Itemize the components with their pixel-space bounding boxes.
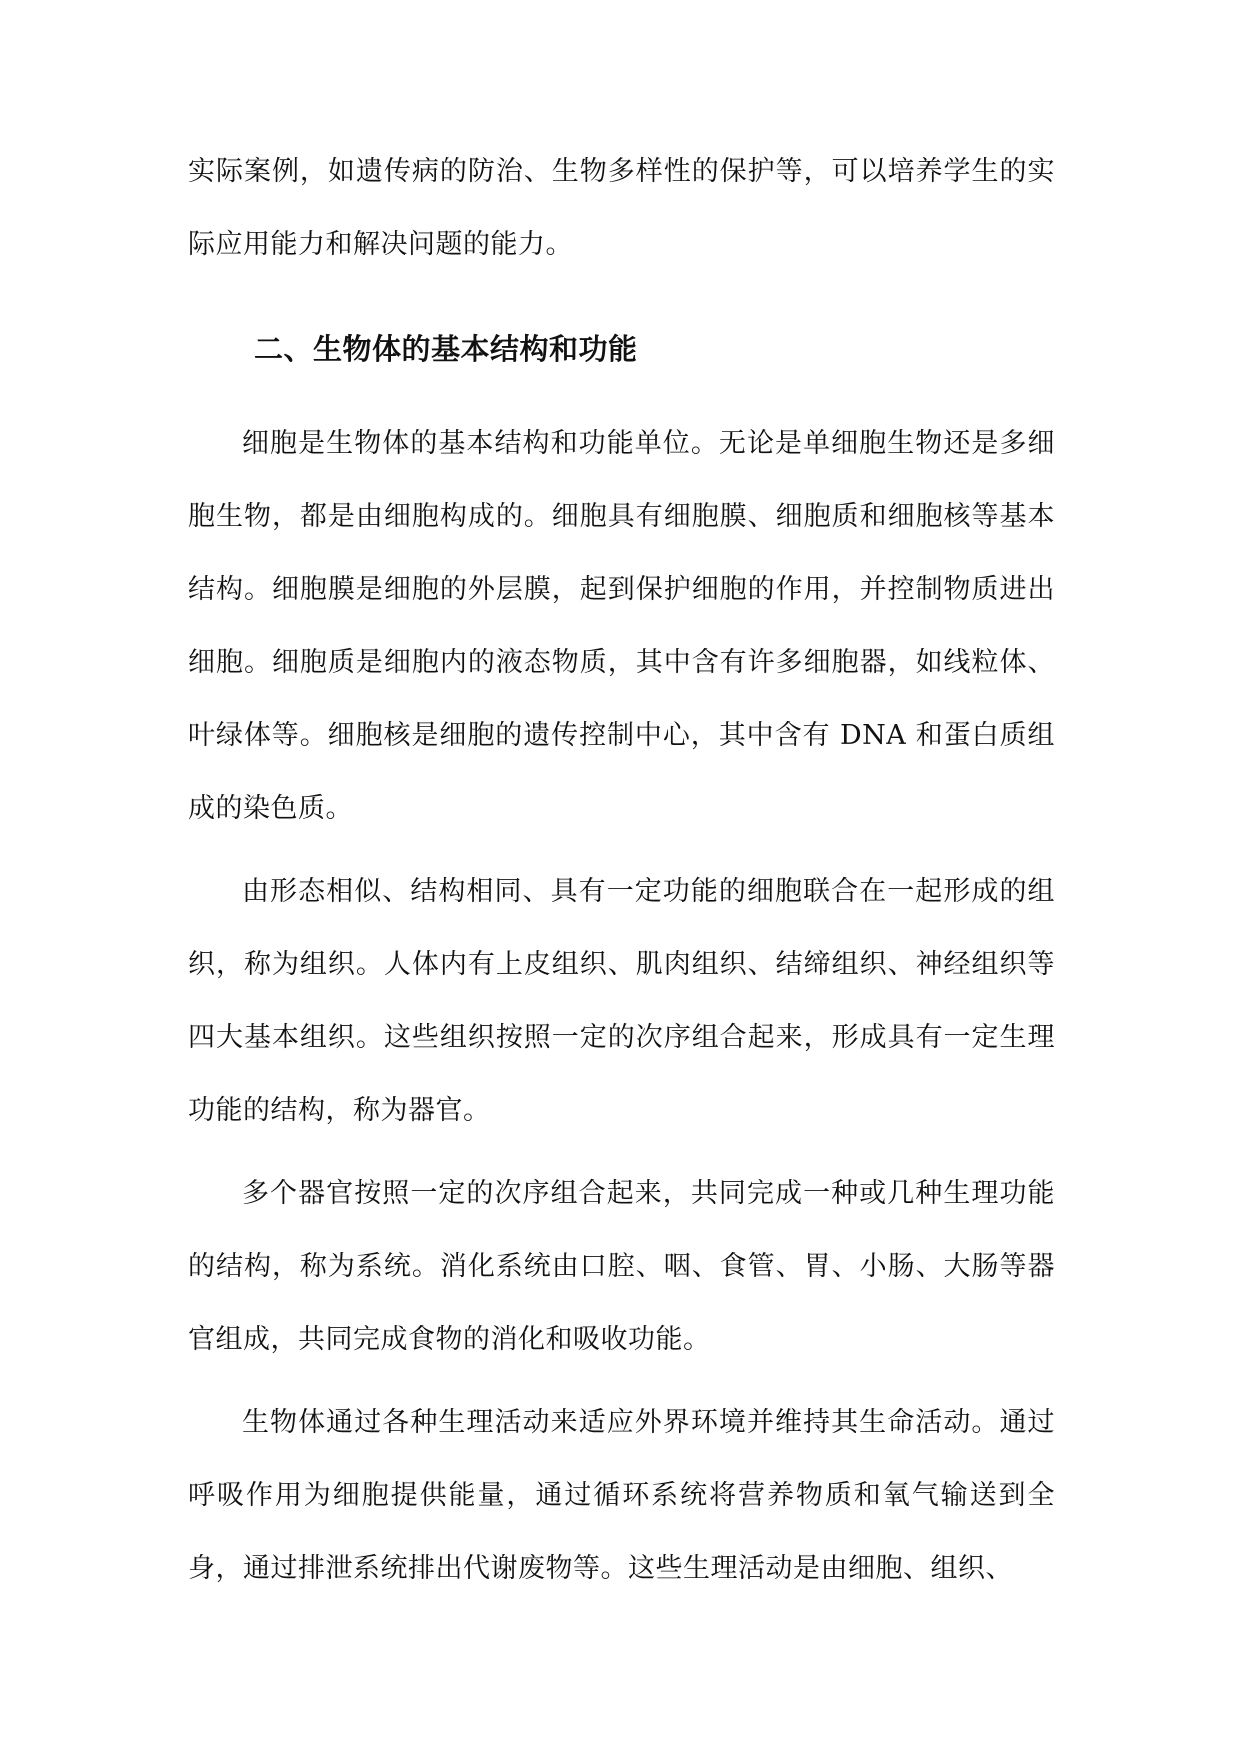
continuation-paragraph: 实际案例，如遗传病的防治、生物多样性的保护等，可以培养学生的实际应用能力和解决问题的能力。 [188, 156, 1055, 260]
body-paragraph-physiology: 生物体通过各种生理活动来适应外界环境并维持其生命活动。通过呼吸作用为细胞提供能量，通过循环系统将营养物质和氧气输送到全身，通过排泄系统排出代谢废物等。这些生理活动是由细胞、组织、 [188, 1407, 1055, 1584]
continuation-paragraph-block [188, 135, 1055, 281]
section-body [188, 407, 1055, 1615]
body-paragraph-tissues: 由形态相似、结构相同、具有一定功能的细胞联合在一起形成的组织，称为组织。人体内有上皮组织、肌肉组织、结缔组织、神经组织等四大基本组织。这些组织按照一定的次序组合起来，形成具有一定生理功能的结构，称为器官。 [188, 876, 1055, 1126]
body-paragraph-systems: 多个器官按照一定的次序组合起来，共同完成一种或几种生理功能的结构，称为系统。消化系统由口腔、咽、食管、胃、小肠、大肠等器官组成，共同完成食物的消化和吸收功能。 [188, 1178, 1055, 1355]
section-heading: 二、生物体的基本结构和功能 [254, 332, 638, 366]
body-paragraph-cells: 细胞是生物体的基本结构和功能单位。无论是单细胞生物还是多细胞生物，都是由细胞构成的。细胞具有细胞膜、细胞质和细胞核等基本结构。细胞膜是细胞的外层膜，起到保护细胞的作用，并控制物质进出细胞。细胞质是细胞内的液态物质，其中含有许多细胞器，如线粒体、叶绿体等。细胞核是细胞的遗传控制中心，其中含有 DNA 和蛋白质组成的染色质。 [188, 428, 1055, 824]
